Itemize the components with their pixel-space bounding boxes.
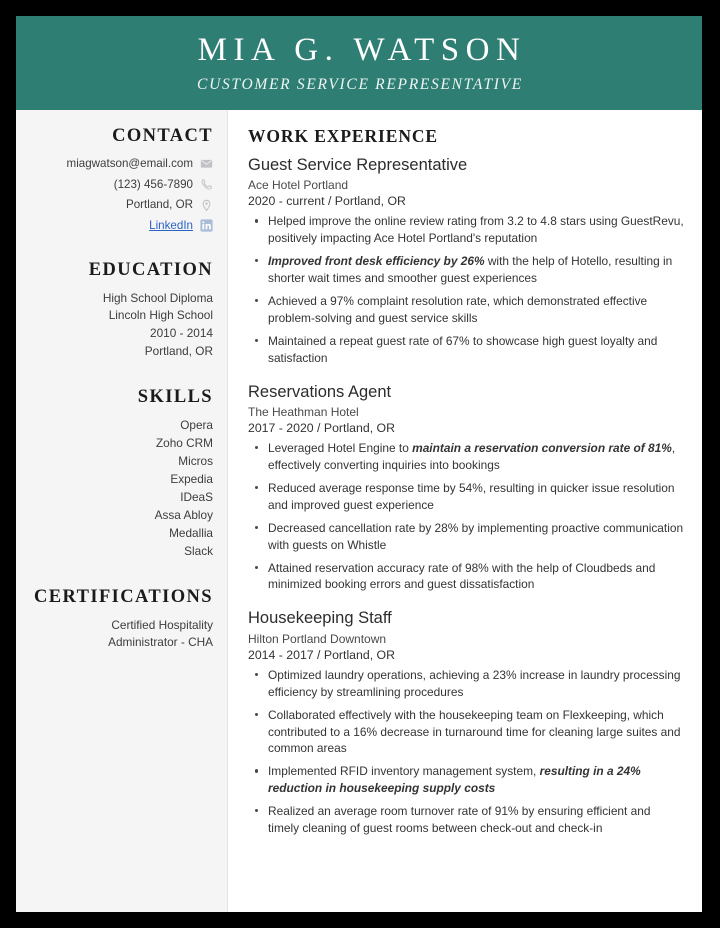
skills-list [26, 417, 213, 560]
bullet-text: , effectively converting inquiries into bookings [268, 441, 676, 473]
resume-page [16, 16, 702, 912]
job-bullet [248, 333, 684, 367]
job-company: The Heathman Hotel [248, 405, 359, 420]
bullet-text: Maintained a repeat guest rate of 67% to showcase high guest loyalty and satisfaction [268, 333, 658, 365]
job-bullets [248, 667, 684, 837]
job-bullets [248, 440, 684, 593]
job-bullet [248, 480, 684, 514]
skill-item: Opera [180, 418, 213, 433]
contact-text: (123) 456-7890 [113, 177, 193, 191]
candidate-job-title: CUSTOMER SERVICE REPRESENTATIVE [197, 75, 523, 93]
skills-heading: SKILLS [137, 387, 213, 408]
education-line: High School Diploma [102, 290, 213, 305]
job-dates-location: 2020 - current / Portland, OR [248, 194, 406, 209]
job-bullet [248, 763, 684, 797]
contact-row [26, 197, 213, 213]
certification-line: Certified Hospitality [111, 617, 213, 632]
bullet-text: Decreased cancellation rate by 28% by implementing proactive communication with guests on Whistle [268, 520, 684, 552]
skills-section [26, 387, 213, 560]
skill-item: Zoho CRM [155, 436, 213, 451]
job-dates-location: 2014 - 2017 / Portland, OR [248, 647, 395, 662]
bullet-highlight: resulting in a 24% reduction in housekeeping supply costs [268, 764, 641, 796]
certifications-section [26, 587, 213, 651]
skill-item: Slack [184, 543, 213, 558]
bullet-text: Realized an average room turnover rate of 91% by ensuring efficient and timely cleaning of guest rooms between check-out and check-in [268, 804, 651, 836]
education-line: 2010 - 2014 [150, 326, 213, 341]
job-entry [248, 155, 684, 367]
bullet-highlight: Improved front desk efficiency by 26% [268, 254, 485, 269]
education-heading: EDUCATION [88, 259, 213, 280]
certifications-list [26, 617, 213, 651]
sidebar [16, 110, 228, 912]
job-bullet [248, 293, 684, 327]
contact-link[interactable]: LinkedIn [149, 218, 193, 232]
job-bullet [248, 253, 684, 287]
contact-row [26, 177, 213, 193]
job-company: Ace Hotel Portland [248, 178, 349, 193]
bullet-text: Helped improve the online review rating from 3.2 to 4.8 stars using GuestRevu, positively impacting Ace Hotel Portland's reputation [268, 214, 684, 246]
skill-item: Medallia [169, 525, 213, 540]
work-experience-heading: WORK EXPERIENCE [248, 126, 438, 146]
linkedin-icon [200, 219, 213, 232]
contact-text: miagwatson@email.com [66, 157, 193, 170]
job-entry [248, 608, 684, 837]
job-bullets [248, 213, 684, 366]
job-title: Guest Service Representative [248, 156, 468, 174]
bullet-highlight: maintain a reservation conversion rate of 81% [412, 441, 672, 456]
job-bullet [248, 440, 684, 474]
resume-header-banner [16, 16, 702, 110]
contact-heading: CONTACT [112, 126, 213, 146]
contact-list [26, 156, 213, 234]
job-bullet [248, 707, 684, 758]
bullet-text: Reduced average response time by 54%, resulting in quicker issue resolution and improved guest experience [268, 480, 675, 512]
education-line: Portland, OR [144, 344, 213, 359]
certifications-heading: CERTIFICATIONS [34, 586, 213, 607]
candidate-name: MIA G. WATSON [197, 32, 527, 69]
location-pin-icon [200, 199, 213, 212]
bullet-text: Attained reservation accuracy rate of 98% with the help of Cloudbeds and minimized booking errors and guest dissatisfaction [268, 560, 656, 592]
envelope-icon [200, 157, 213, 170]
job-dates-location: 2017 - 2020 / Portland, OR [248, 421, 395, 436]
job-bullet [248, 520, 684, 554]
job-bullet [248, 560, 684, 594]
contact-row[interactable] [26, 218, 213, 234]
job-entry [248, 382, 684, 594]
bullet-text: Leveraged Hotel Engine to [268, 441, 413, 456]
bullet-text: Achieved a 97% complaint resolution rate, which demonstrated effective problem-solving and guest service skills [268, 294, 648, 325]
contact-text: Portland, OR [125, 198, 193, 212]
job-bullet [248, 213, 684, 247]
contact-row [26, 156, 213, 172]
education-section [26, 260, 213, 362]
skill-item: Micros [178, 454, 213, 469]
contact-section [26, 126, 213, 234]
skill-item: Assa Abloy [154, 507, 213, 522]
job-title: Housekeeping Staff [248, 609, 392, 628]
bullet-text: Collaborated effectively with the housekeeping team on Flexkeeping, which contributed to a 16% decrease in turnaround time for cleaning large suites and common areas [268, 707, 681, 756]
bullet-text: Optimized laundry operations, achieving a 23% increase in laundry processing efficiency by streamlining procedures [268, 667, 681, 699]
skill-item: IDeaS [180, 489, 213, 504]
certification-line: Administrator - CHA [108, 634, 213, 649]
job-bullet [248, 667, 684, 701]
bullet-text: Implemented RFID inventory management system, [268, 764, 540, 779]
job-bullet [248, 803, 684, 837]
education-line: Lincoln High School [108, 308, 213, 323]
skill-item: Expedia [170, 472, 213, 487]
job-title: Reservations Agent [248, 382, 392, 401]
jobs-list [248, 155, 684, 837]
education-list [26, 290, 213, 362]
resume-body [16, 110, 702, 912]
main-column [228, 110, 702, 912]
job-company: Hilton Portland Downtown [248, 631, 387, 646]
bullet-text: with the help of Hotello, resulting in shorter wait times and smoother guest experiences [268, 254, 673, 286]
phone-icon [200, 178, 213, 191]
